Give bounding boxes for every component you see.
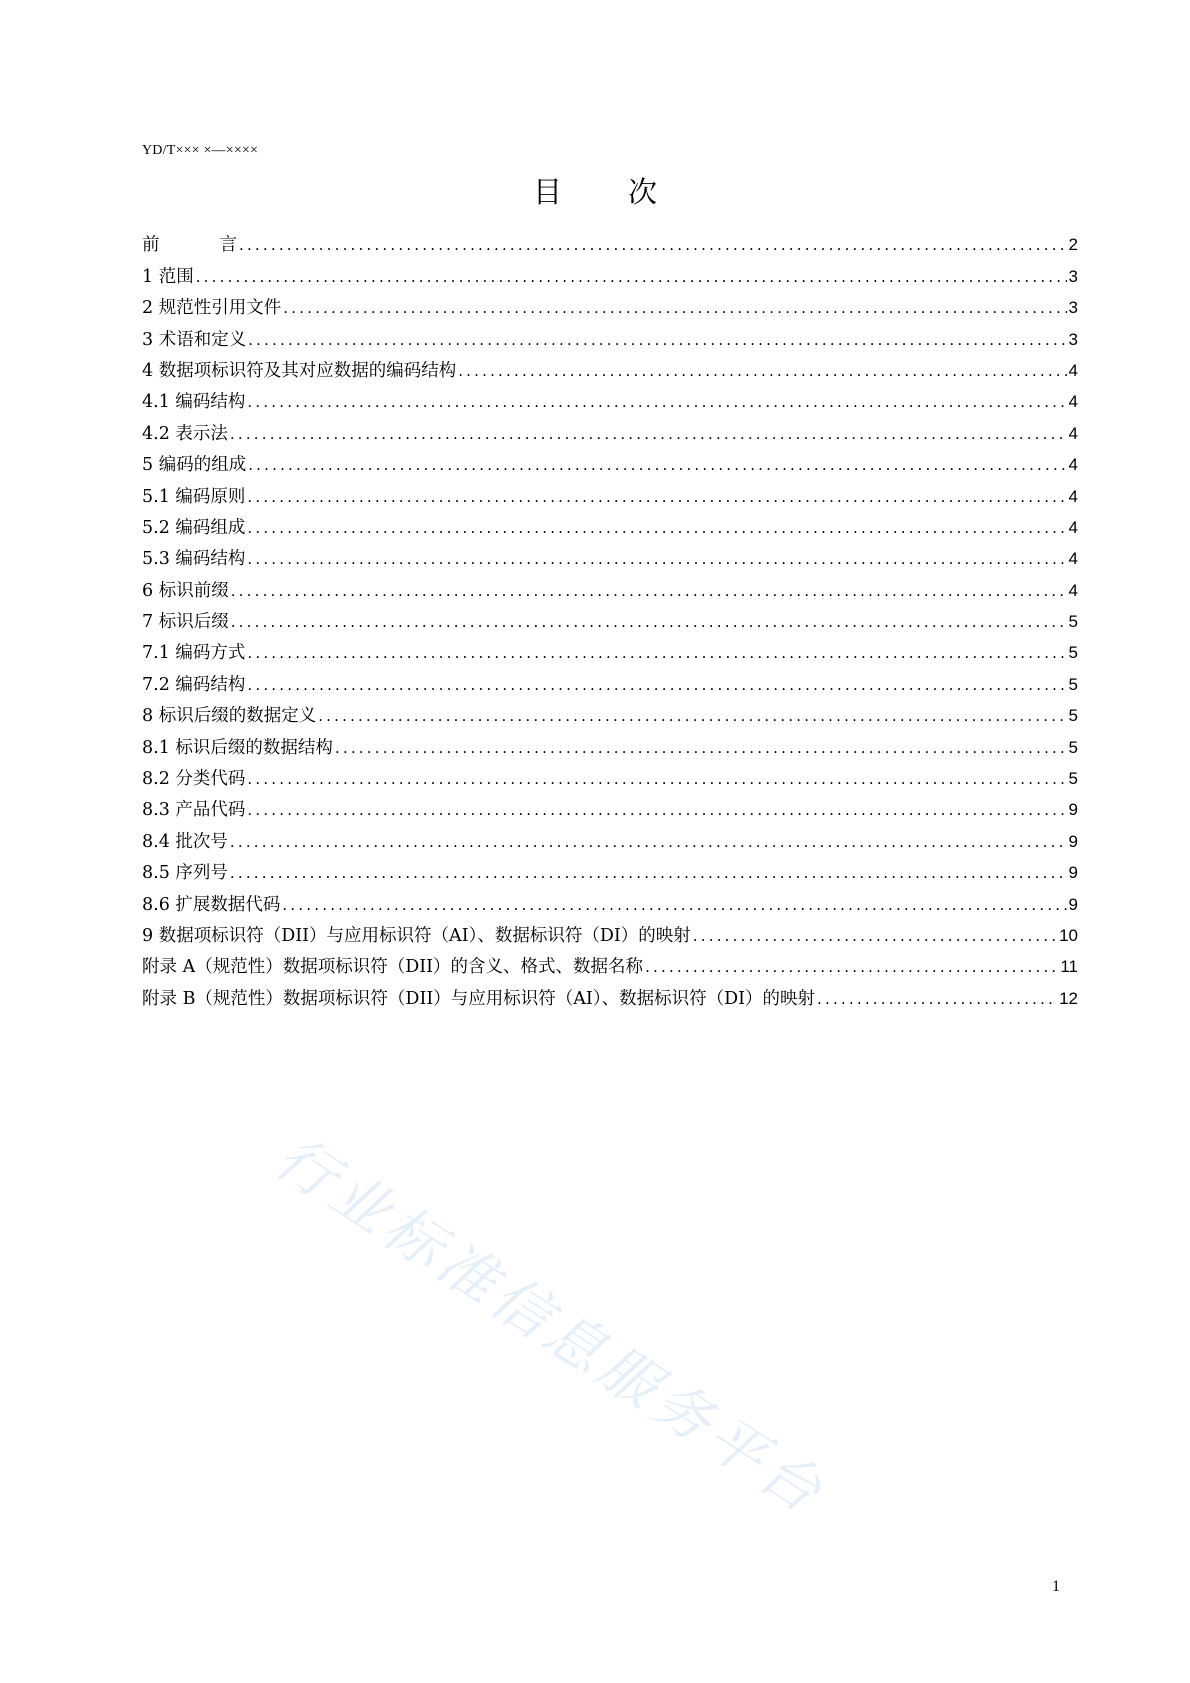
- toc-entry-label: 8.5 序列号: [142, 863, 228, 884]
- toc-leader-dots: [247, 673, 1066, 697]
- toc-page-number: 9: [1068, 894, 1078, 914]
- toc-entry[interactable]: [142, 791, 1078, 822]
- toc-entry-label: 2 规范性引用文件: [142, 298, 282, 319]
- toc-entry[interactable]: [142, 383, 1078, 414]
- toc-entry[interactable]: [142, 728, 1078, 759]
- toc-leader-dots: [196, 265, 1067, 289]
- toc-leader-dots: [247, 485, 1066, 509]
- toc-entry[interactable]: [142, 414, 1078, 445]
- toc-page-number: 12: [1059, 988, 1078, 1008]
- toc-page-number: 2: [1068, 235, 1078, 255]
- toc-entry[interactable]: [142, 477, 1078, 508]
- toc-page-number: 4: [1068, 580, 1078, 600]
- toc-leader-dots: [282, 893, 1066, 917]
- toc-entry-annex-a[interactable]: [142, 948, 1078, 979]
- toc-entry-foreword[interactable]: [142, 226, 1078, 257]
- toc-leader-dots: [247, 547, 1066, 571]
- toc-leader-dots: [283, 296, 1066, 320]
- toc-leader-dots: [693, 924, 1057, 948]
- toc-entry-label: 6 标识前缀: [142, 580, 229, 601]
- toc-leader-dots: [335, 736, 1067, 760]
- toc-entry[interactable]: [142, 257, 1078, 288]
- toc-leader-dots: [817, 987, 1057, 1011]
- toc-page-number: 5: [1068, 737, 1078, 757]
- toc-leader-dots: [239, 233, 1067, 257]
- toc-entry-label: 4.1 编码结构: [142, 392, 246, 413]
- toc-entry[interactable]: [142, 571, 1078, 602]
- toc-page-number: 4: [1068, 549, 1078, 569]
- toc-entry[interactable]: [142, 885, 1078, 916]
- toc-page-number: 4: [1068, 360, 1078, 380]
- toc-entry[interactable]: [142, 509, 1078, 540]
- toc-leader-dots: [230, 830, 1067, 854]
- toc-entry-label: 3 术语和定义: [142, 329, 247, 350]
- toc-leader-dots: [247, 798, 1066, 822]
- toc-entry[interactable]: [142, 665, 1078, 696]
- title-char-2: 次: [628, 175, 658, 209]
- toc-leader-dots: [230, 422, 1067, 446]
- toc-page-number: 3: [1068, 266, 1078, 286]
- toc-page-number: 3: [1068, 329, 1078, 349]
- toc-entry-label: 前 言: [142, 235, 237, 256]
- toc-entry-label: 附录 A（规范性）数据项标识符（DII）的含义、格式、数据名称: [142, 957, 644, 978]
- toc-entry-label: 5 编码的组成: [142, 455, 247, 476]
- toc-entry[interactable]: [142, 760, 1078, 791]
- toc-entry[interactable]: [142, 603, 1078, 634]
- toc-page-number: 5: [1068, 674, 1078, 694]
- toc-page-number: 4: [1068, 486, 1078, 506]
- toc-entry[interactable]: [142, 917, 1078, 948]
- title-char-1: 目: [532, 175, 562, 209]
- toc-entry[interactable]: [142, 697, 1078, 728]
- toc-page-number: 4: [1068, 455, 1078, 475]
- toc-leader-dots: [231, 610, 1067, 634]
- toc-leader-dots: [248, 328, 1066, 352]
- toc-entry-label: 8 标识后缀的数据定义: [142, 706, 317, 727]
- toc-leader-dots: [230, 861, 1067, 885]
- toc-entry-label: 7.2 编码结构: [142, 674, 246, 695]
- toc-entry[interactable]: [142, 446, 1078, 477]
- toc-page-number: 4: [1068, 517, 1078, 537]
- toc-entry-label: 5.3 编码结构: [142, 549, 246, 570]
- toc-leader-dots: [248, 453, 1066, 477]
- toc-page-number: 3: [1068, 298, 1078, 318]
- toc-entry[interactable]: [142, 854, 1078, 885]
- toc-page-number: 4: [1068, 392, 1078, 412]
- toc-leader-dots: [247, 390, 1066, 414]
- standard-code: YD/T××× ×—××××: [142, 143, 259, 158]
- toc-page-number: 5: [1068, 612, 1078, 632]
- toc-entry-label: 8.4 批次号: [142, 831, 228, 852]
- toc-entry-label: 8.3 产品代码: [142, 800, 246, 821]
- toc-leader-dots: [247, 767, 1066, 791]
- toc-page-number: 11: [1060, 957, 1078, 977]
- toc-page-number: 5: [1068, 769, 1078, 789]
- toc-entry-label: 7.1 编码方式: [142, 643, 246, 664]
- toc-entry-label: 4.2 表示法: [142, 423, 228, 444]
- footer-page-number: 1: [1052, 1578, 1060, 1595]
- toc-entry[interactable]: [142, 634, 1078, 665]
- toc-entry-label: 7 标识后缀: [142, 612, 229, 633]
- toc-page-number: 5: [1068, 643, 1078, 663]
- toc-entry-label: 4 数据项标识符及其对应数据的编码结构: [142, 360, 457, 381]
- toc-leader-dots: [645, 955, 1058, 979]
- table-of-contents: [142, 226, 1078, 1011]
- toc-leader-dots: [231, 579, 1067, 603]
- toc-entry[interactable]: [142, 320, 1078, 351]
- toc-entry-label: 9 数据项标识符（DII）与应用标识符（AI）、数据标识符（DI）的映射: [142, 925, 691, 946]
- toc-entry-label: 8.2 分类代码: [142, 769, 246, 790]
- toc-leader-dots: [247, 641, 1066, 665]
- toc-page-number: 9: [1068, 831, 1078, 851]
- toc-leader-dots: [247, 516, 1066, 540]
- toc-entry[interactable]: [142, 352, 1078, 383]
- toc-page-number: 9: [1068, 800, 1078, 820]
- toc-entry-label: 附录 B（规范性）数据项标识符（DII）与应用标识符（AI）、数据标识符（DI）的映射: [142, 988, 816, 1009]
- toc-leader-dots: [458, 359, 1066, 383]
- toc-entry[interactable]: [142, 540, 1078, 571]
- toc-entry-label: 5.2 编码组成: [142, 517, 246, 538]
- toc-entry-label: 1 范围: [142, 266, 194, 287]
- page-title: [0, 172, 1190, 212]
- watermark-text: 行业标准信息服务平台: [263, 1122, 838, 1529]
- toc-entry-label: 8.6 扩展数据代码: [142, 894, 281, 915]
- toc-page-number: 9: [1068, 863, 1078, 883]
- toc-page-number: 5: [1068, 706, 1078, 726]
- toc-entry-label: 8.1 标识后缀的数据结构: [142, 737, 333, 758]
- toc-page-number: 10: [1059, 925, 1078, 945]
- toc-page-number: 4: [1068, 423, 1078, 443]
- toc-entry-label: 5.1 编码原则: [142, 486, 246, 507]
- toc-entry[interactable]: [142, 289, 1078, 320]
- toc-entry-annex-b[interactable]: [142, 979, 1078, 1010]
- toc-leader-dots: [318, 704, 1066, 728]
- toc-entry[interactable]: [142, 822, 1078, 853]
